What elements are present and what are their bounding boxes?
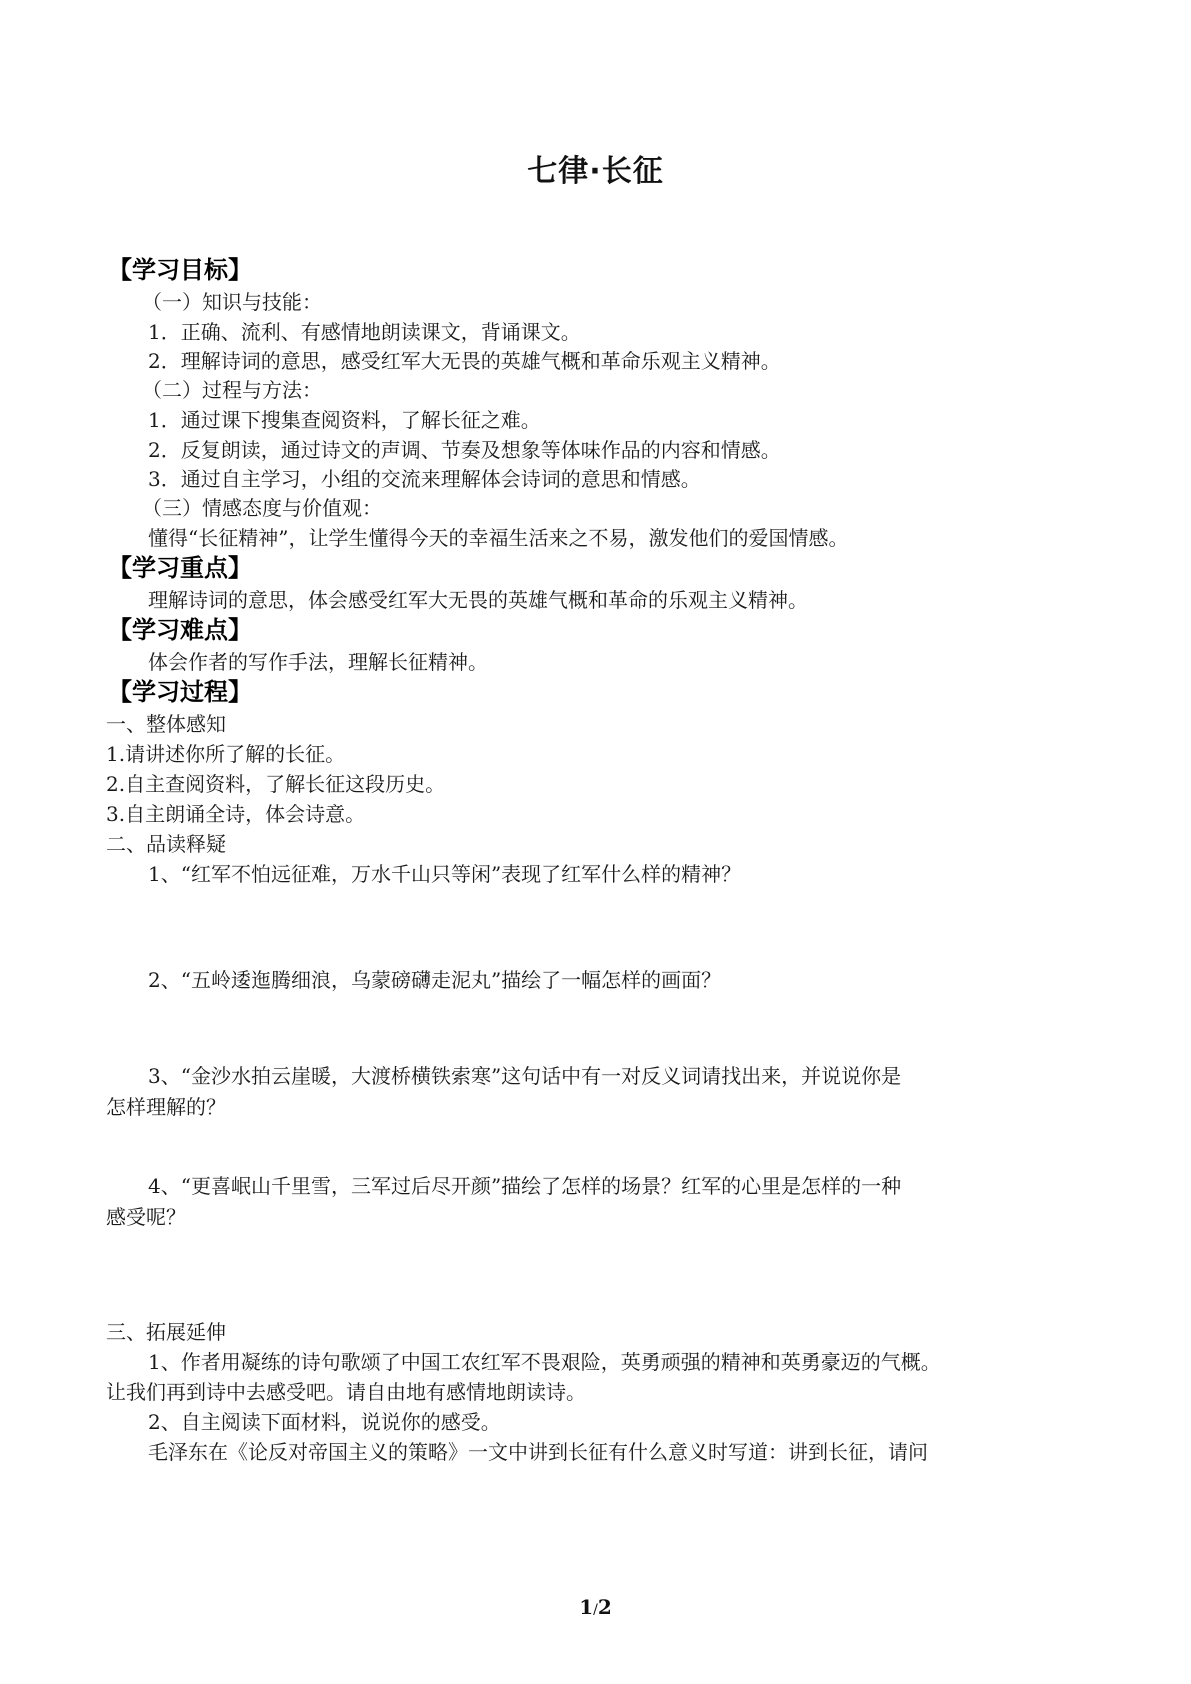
part3-title: 三、拓展延伸 bbox=[106, 1320, 226, 1344]
part2-title: 二、品读释疑 bbox=[106, 832, 226, 856]
objectives-subheading-knowledge: （一）知识与技能： bbox=[142, 290, 322, 314]
page-number bbox=[0, 1594, 1191, 1623]
document-title: 七律·长征 bbox=[527, 154, 664, 189]
key-points-heading: 【学习重点】 bbox=[108, 554, 252, 582]
part2-question-3: 3、“金沙水拍云崖暖，大渡桥横铁索寒”这句话中有一对反义词请找出来，并说说你是 bbox=[148, 1064, 902, 1088]
key-points-text: 理解诗词的意思，体会感受红军大无畏的英雄气概和革命的乐观主义精神。 bbox=[148, 588, 808, 612]
part3-item-2: 2、自主阅读下面材料，说说你的感受。 bbox=[148, 1410, 501, 1434]
difficulties-text: 体会作者的写作手法，理解长征精神。 bbox=[148, 650, 488, 674]
total-pages: 2 bbox=[597, 1595, 612, 1619]
part3-material: 毛泽东在《论反对帝国主义的策略》一文中讲到长征有什么意义时写道：讲到长征，请问 bbox=[148, 1440, 928, 1464]
part2-question-4: 4、“更喜岷山千里雪，三军过后尽开颜”描绘了怎样的场景？红军的心里是怎样的一种 bbox=[148, 1174, 902, 1198]
part3-item-1: 1、作者用凝练的诗句歌颂了中国工农红军不畏艰险，英勇顽强的精神和英勇豪迈的气概。 bbox=[148, 1350, 941, 1374]
part1-item: 1.请讲述你所了解的长征。 bbox=[106, 742, 346, 766]
objectives-knowledge-item: 2．理解诗词的意思，感受红军大无畏的英雄气概和革命乐观主义精神。 bbox=[148, 349, 781, 373]
part2-question-4-cont: 感受呢？ bbox=[106, 1205, 186, 1229]
objectives-process-item: 3．通过自主学习，小组的交流来理解体会诗词的意思和情感。 bbox=[148, 467, 701, 491]
part1-title: 一、整体感知 bbox=[106, 712, 226, 736]
process-heading: 【学习过程】 bbox=[108, 678, 252, 706]
objectives-emotion-text: 懂得“长征精神”，让学生懂得今天的幸福生活来之不易，激发他们的爱国情感。 bbox=[148, 526, 849, 550]
difficulties-heading: 【学习难点】 bbox=[108, 616, 252, 644]
part3-item-1-cont: 让我们再到诗中去感受吧。请自由地有感情地朗读诗。 bbox=[106, 1380, 586, 1404]
part2-question-1: 1、“红军不怕远征难，万水千山只等闲”表现了红军什么样的精神？ bbox=[148, 862, 742, 886]
objectives-process-item: 2．反复朗读，通过诗文的声调、节奏及想象等体味作品的内容和情感。 bbox=[148, 438, 781, 462]
part1-item: 2.自主查阅资料，了解长征这段历史。 bbox=[106, 772, 446, 796]
objectives-knowledge-item: 1．正确、流利、有感情地朗读课文，背诵课文。 bbox=[148, 320, 581, 344]
page-separator: / bbox=[593, 1602, 598, 1618]
current-page: 1 bbox=[579, 1595, 594, 1619]
objectives-process-item: 1．通过课下搜集查阅资料，了解长征之难。 bbox=[148, 408, 541, 432]
objectives-subheading-emotion: （三）情感态度与价值观： bbox=[142, 496, 382, 520]
objectives-heading: 【学习目标】 bbox=[108, 256, 252, 284]
part2-question-2: 2、“五岭逶迤腾细浪，乌蒙磅礴走泥丸”描绘了一幅怎样的画面？ bbox=[148, 968, 722, 992]
part2-question-3-cont: 怎样理解的？ bbox=[106, 1095, 226, 1119]
part1-item: 3.自主朗诵全诗，体会诗意。 bbox=[106, 802, 366, 826]
objectives-subheading-process: （二）过程与方法： bbox=[142, 378, 322, 402]
